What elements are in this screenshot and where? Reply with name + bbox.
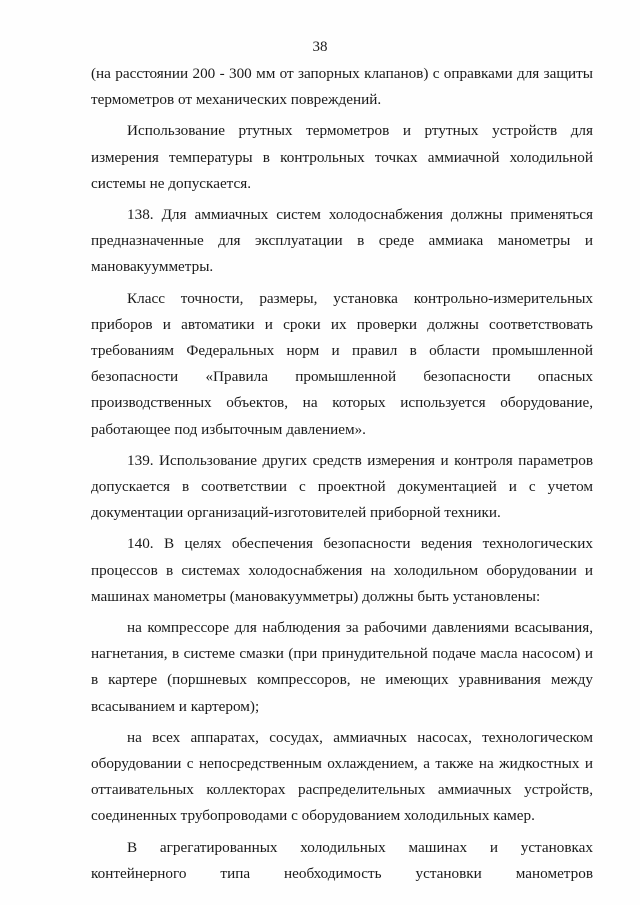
page-number: 38 bbox=[312, 39, 328, 55]
paragraph-138: 138. Для аммиачных систем холодоснабжения должны применяться предназначенные для эксплуатации в среде аммиака манометры и мановакуумметры. bbox=[91, 206, 593, 276]
paragraph-140: 140. В целях обеспечения безопасности ведения технологических процессов в системах холодоснабжения на холодильном оборудовании и машинах манометры (мановакуумметры) должны быть установлены: bbox=[91, 535, 593, 605]
paragraph-apparatus: на всех аппаратах, сосудах, аммиачных насосах, технологическом оборудовании с непосредственным охлаждением, а также на жидкостных и оттаивательных коллекторах распределительных аммиачных устройств, соединенных трубопроводами с оборудованием холодильных камер. bbox=[91, 728, 593, 825]
document-body bbox=[91, 61, 593, 887]
paragraph-aggregated-machines: В агрегатированных холодильных машинах и установках контейнерного типа необходимость установки манометров bbox=[91, 838, 593, 882]
paragraph-mercury-thermometers: Использование ртутных термометров и ртутных устройств для измерения температуры в контрольных точках аммиачной холодильной системы не допускается. bbox=[91, 122, 593, 192]
paragraph-continuation: (на расстоянии 200 - 300 мм от запорных клапанов) с оправками для защиты термометров от механических повреждений. bbox=[91, 65, 593, 109]
paragraph-accuracy-class: Класс точности, размеры, установка контрольно-измерительных приборов и автоматики и сроки их проверки должны соответствовать требованиям Федеральных норм и правил в области промышленной безопасности «Правила промышленной безопасности опасных производственных объектов, на которых используется оборудование, работающее под избыточным давлением». bbox=[91, 289, 593, 438]
paragraph-139: 139. Использование других средств измерения и контроля параметров допускается в соответствии с проектной документацией и с учетом документации организаций-изготовителей приборной техники. bbox=[91, 451, 593, 522]
paragraph-compressor: на компрессоре для наблюдения за рабочими давлениями всасывания, нагнетания, в системе смазки (при принудительной подаче масла насосом) и в картере (поршневых компрессоров, не имеющих уравнивания между всасыванием и картером); bbox=[91, 619, 593, 715]
